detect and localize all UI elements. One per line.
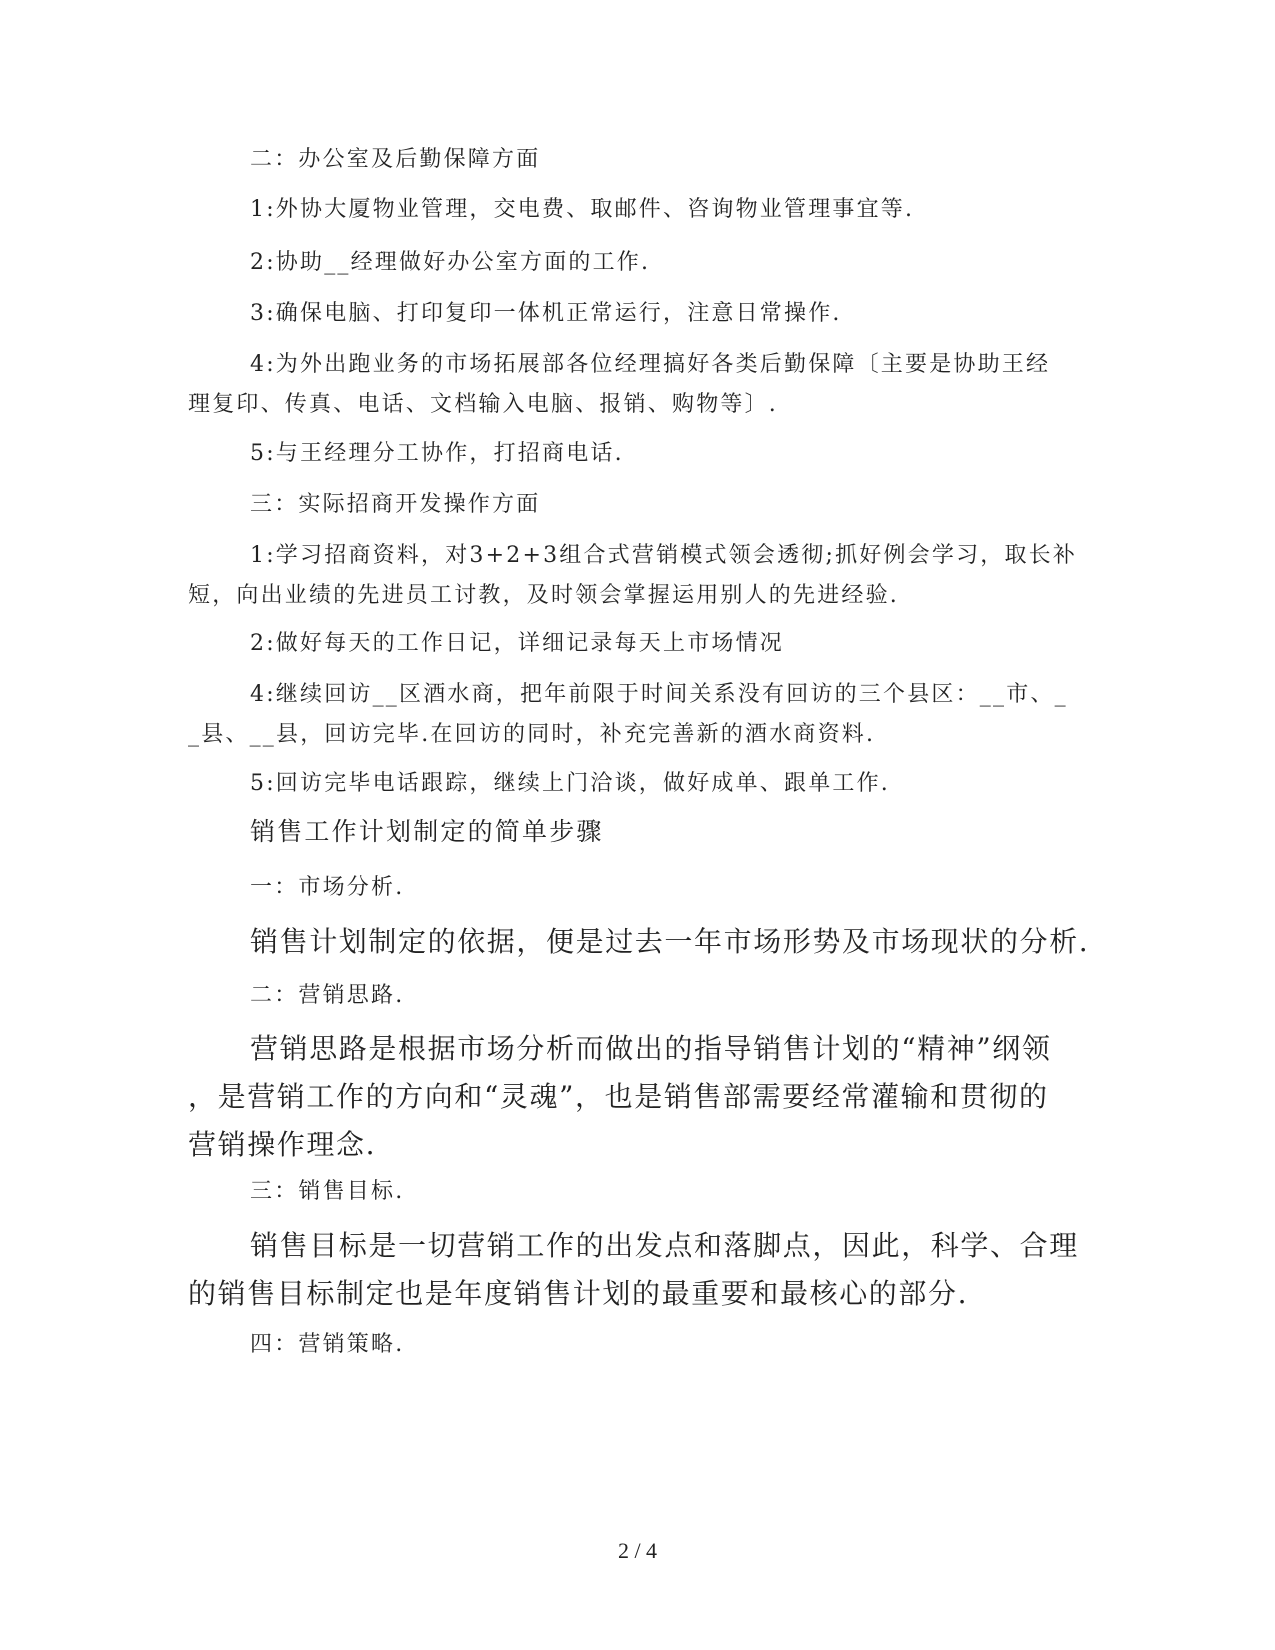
text-line: 3:确保电脑、打印复印一体机正常运行，注意日常操作. [250,301,842,326]
list-item [188,190,1083,230]
list-item [188,434,1083,474]
text-line: 1:外协大厦物业管理，交电费、取邮件、咨询物业管理事宜等. [250,197,915,222]
text-line: 二：办公室及后勤保障方面 [250,147,541,172]
text-line: 理复印、传真、电话、文档输入电脑、报销、购物等〕. [188,392,778,417]
text-line: 4:继续回访__区酒水商，把年前限于时间关系没有回访的三个县区：__市、_ [250,682,1068,707]
text-line: 四：营销策略. [250,1332,405,1357]
section-heading-investment [188,485,1083,525]
text-line: 销售计划制定的依据，便是过去一年市场形势及市场现状的分析. [250,925,1090,958]
list-item [188,294,1083,334]
text-line: 营销操作理念. [188,1128,377,1161]
text-line: _县、__县，回访完毕.在回访的同时，补充完善新的酒水商资料. [188,722,876,747]
body-paragraph [188,1025,1083,1169]
list-item [188,764,1083,804]
text-line: 的销售目标制定也是年度销售计划的最重要和最核心的部分. [188,1277,969,1310]
text-line: 1:学习招商资料，对3+2+3组合式营销模式领会透彻;抓好例会学习，取长补 [250,543,1078,568]
text-line: 5:与王经理分工协作，打招商电话. [250,441,624,466]
text-line: 三：销售目标. [250,1179,405,1204]
list-item [188,675,1083,755]
step-heading [188,868,1083,908]
text-line: 一：市场分析. [250,875,405,900]
text-line: 三：实际招商开发操作方面 [250,492,541,517]
text-line: 销售目标是一切营销工作的出发点和落脚点，因此，科学、合理 [250,1229,1079,1262]
text-line: 销售工作计划制定的简单步骤 [250,817,604,846]
text-line: 营销思路是根据市场分析而做出的指导销售计划的“精神”纲领 [250,1032,1052,1065]
list-item [188,345,1083,425]
text-line: 2:协助__经理做好办公室方面的工作. [250,250,651,275]
text-line: ，是营销工作的方向和“灵魂”，也是销售部需要经常灌输和贯彻的 [188,1080,1049,1113]
list-item [188,624,1083,664]
text-line: 2:做好每天的工作日记，详细记录每天上市场情况 [250,631,785,656]
body-paragraph [188,1222,1083,1318]
section-heading-sales-plan [188,812,1083,852]
text-line: 二：营销思路. [250,983,405,1008]
text-line: 短，向出业绩的先进员工讨教，及时领会掌握运用别人的先进经验. [188,583,899,608]
list-item [188,536,1083,616]
body-paragraph [188,918,1090,966]
text-line: 5:回访完毕电话跟踪，继续上门洽谈，做好成单、跟单工作. [250,771,891,796]
page-number: 2 / 4 [617,1538,658,1563]
step-heading [188,976,1083,1016]
section-heading-office-support [188,140,1083,180]
list-item [188,243,1083,283]
step-heading [188,1325,1083,1365]
text-line: 4:为外出跑业务的市场拓展部各位经理搞好各类后勤保障〔主要是协助王经 [250,352,1051,377]
step-heading [188,1172,1083,1212]
